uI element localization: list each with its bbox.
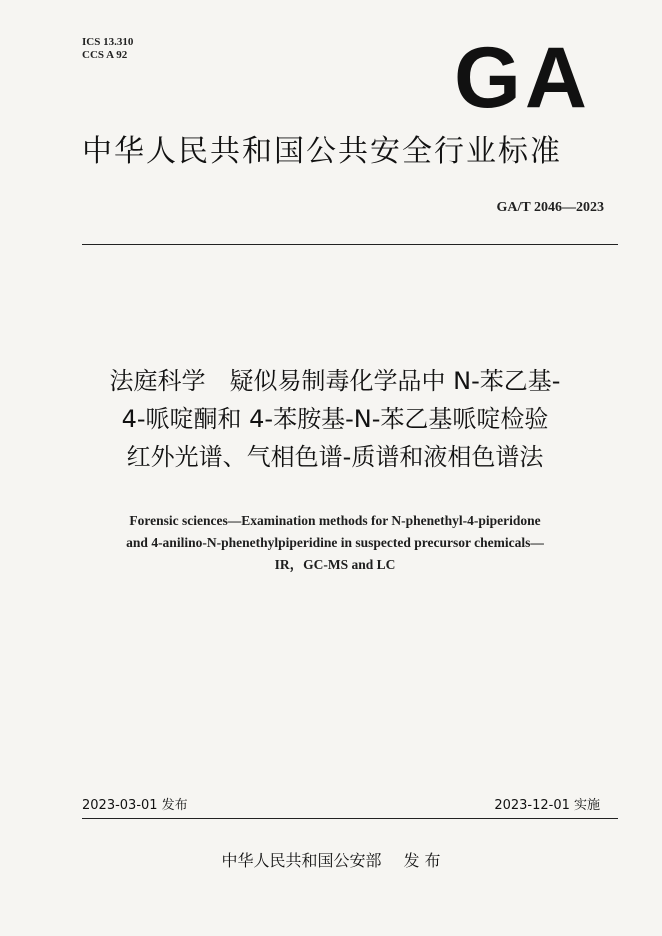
ga-logo: GA bbox=[454, 30, 591, 126]
classification-codes bbox=[82, 36, 133, 62]
chinese-title-line-2: 4-哌啶酮和 4-苯胺基-N-苯乙基哌啶检验 bbox=[121, 405, 549, 433]
issue-date: 2023-03-01 发布 bbox=[82, 798, 188, 813]
bottom-divider bbox=[82, 818, 618, 819]
issuer bbox=[0, 848, 662, 871]
english-title bbox=[40, 510, 630, 576]
standard-category: 中华人民共和国公共安全行业标准 bbox=[82, 134, 562, 169]
english-title-line-1: Forensic sciences—Examination methods for N-phenethyl-4-piperidone bbox=[129, 513, 541, 528]
issuer-name: 中华人民共和国公安部 bbox=[221, 851, 382, 870]
implementation-date: 2023-12-01 实施 bbox=[494, 798, 600, 813]
issuer-action: 发 布 bbox=[403, 851, 441, 870]
ccs-code: CCS A 92 bbox=[82, 49, 128, 61]
top-divider bbox=[82, 244, 618, 245]
standard-number: GA/T 2046—2023 bbox=[496, 200, 604, 215]
english-title-line-3: IR，GC-MS and LC bbox=[274, 557, 396, 572]
chinese-title bbox=[40, 362, 630, 476]
chinese-title-line-3: 红外光谱、气相色谱-质谱和液相色谱法 bbox=[126, 443, 544, 471]
english-title-line-2: and 4-anilino-N-phenethylpiperidine in suspected precursor chemicals— bbox=[126, 535, 544, 550]
ics-code: ICS 13.310 bbox=[82, 36, 134, 48]
chinese-title-line-1: 法庭科学 疑似易制毒化学品中 N-苯乙基- bbox=[109, 367, 561, 395]
